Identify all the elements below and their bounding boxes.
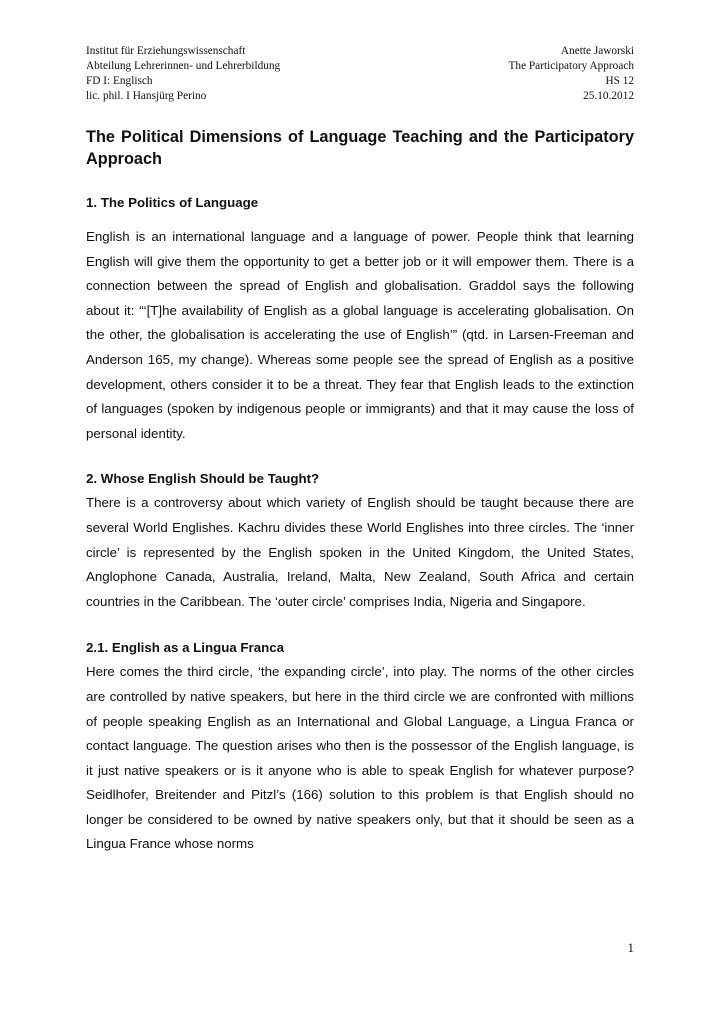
header-right (509, 44, 634, 104)
section-heading-whose-english: 2. Whose English Should be Taught? (86, 471, 320, 487)
section-heading-politics: 1. The Politics of Language (86, 195, 259, 210)
header-institute: Institut für Erziehungswissenschaft (86, 45, 246, 57)
header-lecturer: lic. phil. I Hansjürg Perino (86, 90, 207, 102)
page-header (86, 44, 634, 104)
header-semester: HS 12 (605, 75, 634, 87)
header-left (86, 44, 280, 104)
section-heading-lingua-franca: 2.1. English as a Lingua Franca (86, 640, 285, 656)
section-paragraph-whose-english: There is a controversy about which variety of English should be taught because there are several World Englishes. Kachru divides these World Englishes into three circles. The ‘inner circle’ is represented by the English spoken in the United Kingdom, the United States, Anglophone Canada, Australia, Ireland, Malta, New Zealand, South Africa and certain countries in the Caribbean. The ‘outer circle’ comprises India, Nigeria and Singapore. (86, 495, 634, 609)
header-author: Anette Jaworski (560, 45, 634, 57)
header-department: Abteilung Lehrerinnen- und Lehrerbildung (86, 60, 281, 72)
header-topic: The Participatory Approach (508, 60, 634, 72)
header-course: FD I: Englisch (86, 75, 153, 87)
header-date: 25.10.2012 (583, 90, 634, 102)
document-title: The Political Dimensions of Language Teaching and the Participatory Approach (86, 128, 634, 168)
page-number: 1 (627, 940, 634, 955)
section-paragraph-lingua-franca: Here comes the third circle, ‘the expanding circle’, into play. The norms of the other circles are controlled by native speakers, but here in the third circle we are confronted with millions of people speaking English as an International and Global Language, a Lingua Franca or contact language. The question arises who then is the possessor of the English language, is it just native speakers or is it anyone who is able to speak English for whatever purpose? Seidlhofer, Breitender and Pitzl’s (166) solution to this problem is that English should no longer be considered to be owned by native speakers only, but that it should be seen as a Lingua France whose norms (86, 664, 634, 852)
section-paragraph-politics: English is an international language and a language of power. People think that learning English will give them the opportunity to get a better job or it will empower them. There is a connection between the spread of English and globalisation. Graddol says the following about it: “‘[T]he availability of English as a global language is accelerating globalisation. On the other, the globalisation is accelerating the use of English’” (qtd. in Larsen-Freeman and Anderson 165, my change). Whereas some people see the spread of English as a positive development, others consider it to be a threat. They fear that English leads to the extinction of languages (spoken by indigenous people or immigrants) and that it may cause the loss of personal identity. (86, 229, 634, 441)
